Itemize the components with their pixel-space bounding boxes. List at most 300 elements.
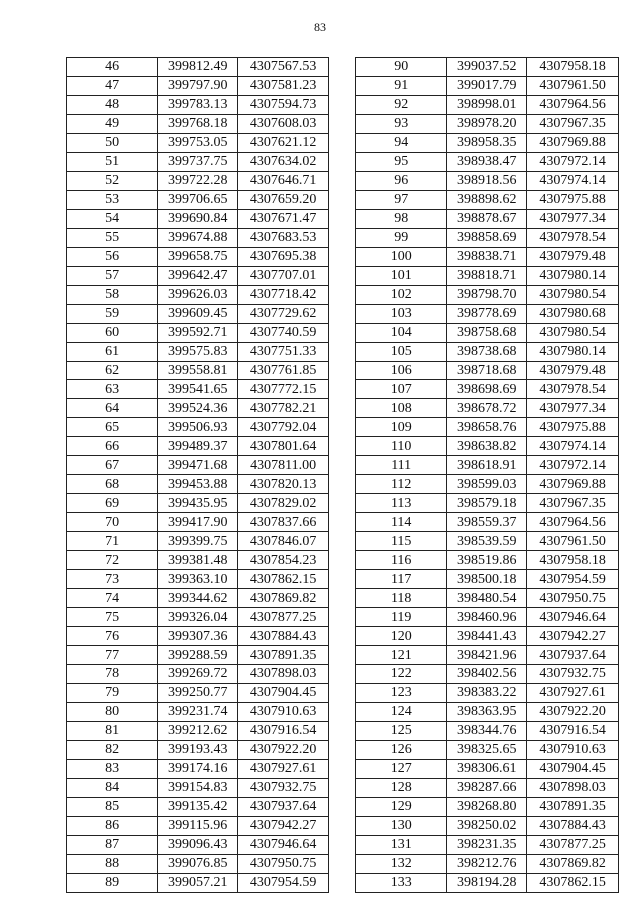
- point-number-cell: 53: [67, 190, 158, 209]
- table-row: [356, 570, 619, 589]
- table-row: [67, 437, 329, 456]
- point-number-cell: 46: [67, 58, 158, 77]
- x-coordinate-cell: 399250.77: [158, 683, 238, 702]
- table-row: [67, 152, 329, 171]
- y-coordinate-cell: 4307958.18: [527, 551, 619, 570]
- point-number-cell: 108: [356, 399, 447, 418]
- x-coordinate-cell: 399658.75: [158, 247, 238, 266]
- x-coordinate-cell: 399231.74: [158, 702, 238, 721]
- point-number-cell: 84: [67, 778, 158, 797]
- table-row: [356, 589, 619, 608]
- x-coordinate-cell: 399706.65: [158, 190, 238, 209]
- y-coordinate-cell: 4307646.71: [238, 171, 329, 190]
- x-coordinate-cell: 398268.80: [447, 797, 527, 816]
- x-coordinate-cell: 399753.05: [158, 133, 238, 152]
- point-number-cell: 68: [67, 475, 158, 494]
- table-row: [67, 570, 329, 589]
- y-coordinate-cell: 4307927.61: [527, 683, 619, 702]
- point-number-cell: 81: [67, 721, 158, 740]
- table-row: [67, 759, 329, 778]
- x-coordinate-cell: 399017.79: [447, 76, 527, 95]
- point-number-cell: 92: [356, 95, 447, 114]
- point-number-cell: 50: [67, 133, 158, 152]
- point-number-cell: 124: [356, 702, 447, 721]
- table-row: [356, 646, 619, 665]
- table-row: [67, 456, 329, 475]
- x-coordinate-cell: 399471.68: [158, 456, 238, 475]
- point-number-cell: 107: [356, 380, 447, 399]
- x-coordinate-cell: 399541.65: [158, 380, 238, 399]
- y-coordinate-cell: 4307761.85: [238, 361, 329, 380]
- y-coordinate-cell: 4307961.50: [527, 76, 619, 95]
- point-number-cell: 60: [67, 323, 158, 342]
- coordinates-table-right: [355, 57, 619, 893]
- y-coordinate-cell: 4307969.88: [527, 475, 619, 494]
- x-coordinate-cell: 398383.22: [447, 683, 527, 702]
- x-coordinate-cell: 399722.28: [158, 171, 238, 190]
- point-number-cell: 79: [67, 683, 158, 702]
- table-row: [67, 646, 329, 665]
- y-coordinate-cell: 4307961.50: [527, 532, 619, 551]
- table-row: [356, 133, 619, 152]
- point-number-cell: 49: [67, 114, 158, 133]
- y-coordinate-cell: 4307877.25: [527, 835, 619, 854]
- y-coordinate-cell: 4307922.20: [527, 702, 619, 721]
- x-coordinate-cell: 399768.18: [158, 114, 238, 133]
- x-coordinate-cell: 398938.47: [447, 152, 527, 171]
- x-coordinate-cell: 399135.42: [158, 797, 238, 816]
- x-coordinate-cell: 398599.03: [447, 475, 527, 494]
- point-number-cell: 96: [356, 171, 447, 190]
- point-number-cell: 100: [356, 247, 447, 266]
- table-row: [67, 228, 329, 247]
- y-coordinate-cell: 4307927.61: [238, 759, 329, 778]
- x-coordinate-cell: 398421.96: [447, 646, 527, 665]
- y-coordinate-cell: 4307967.35: [527, 114, 619, 133]
- table-row: [356, 58, 619, 77]
- table-row: [356, 816, 619, 835]
- table-row: [67, 190, 329, 209]
- table-row: [67, 95, 329, 114]
- x-coordinate-cell: 399326.04: [158, 608, 238, 627]
- y-coordinate-cell: 4307954.59: [238, 873, 329, 892]
- y-coordinate-cell: 4307898.03: [527, 778, 619, 797]
- y-coordinate-cell: 4307846.07: [238, 532, 329, 551]
- y-coordinate-cell: 4307869.82: [238, 589, 329, 608]
- y-coordinate-cell: 4307916.54: [238, 721, 329, 740]
- point-number-cell: 127: [356, 759, 447, 778]
- y-coordinate-cell: 4307608.03: [238, 114, 329, 133]
- y-coordinate-cell: 4307862.15: [238, 570, 329, 589]
- table-row: [356, 835, 619, 854]
- table-row: [67, 209, 329, 228]
- point-number-cell: 70: [67, 513, 158, 532]
- table-row: [67, 589, 329, 608]
- y-coordinate-cell: 4307567.53: [238, 58, 329, 77]
- y-coordinate-cell: 4307898.03: [238, 665, 329, 684]
- x-coordinate-cell: 398698.69: [447, 380, 527, 399]
- page-number: 83: [314, 20, 326, 34]
- y-coordinate-cell: 4307801.64: [238, 437, 329, 456]
- y-coordinate-cell: 4307581.23: [238, 76, 329, 95]
- x-coordinate-cell: 398658.76: [447, 418, 527, 437]
- table-row: [356, 152, 619, 171]
- table-row: [67, 778, 329, 797]
- y-coordinate-cell: 4307974.14: [527, 437, 619, 456]
- y-coordinate-cell: 4307975.88: [527, 190, 619, 209]
- x-coordinate-cell: 398638.82: [447, 437, 527, 456]
- y-coordinate-cell: 4307740.59: [238, 323, 329, 342]
- point-number-cell: 102: [356, 285, 447, 304]
- point-number-cell: 133: [356, 873, 447, 892]
- point-number-cell: 55: [67, 228, 158, 247]
- y-coordinate-cell: 4307904.45: [527, 759, 619, 778]
- x-coordinate-cell: 398838.71: [447, 247, 527, 266]
- point-number-cell: 73: [67, 570, 158, 589]
- table-row: [356, 95, 619, 114]
- point-number-cell: 57: [67, 266, 158, 285]
- table-row: [356, 797, 619, 816]
- y-coordinate-cell: 4307751.33: [238, 342, 329, 361]
- table-row: [356, 551, 619, 570]
- y-coordinate-cell: 4307718.42: [238, 285, 329, 304]
- table-row: [67, 816, 329, 835]
- x-coordinate-cell: 398325.65: [447, 740, 527, 759]
- x-coordinate-cell: 399558.81: [158, 361, 238, 380]
- x-coordinate-cell: 398306.61: [447, 759, 527, 778]
- point-number-cell: 63: [67, 380, 158, 399]
- table-row: [67, 399, 329, 418]
- x-coordinate-cell: 398878.67: [447, 209, 527, 228]
- table-row: [356, 190, 619, 209]
- x-coordinate-cell: 398559.37: [447, 513, 527, 532]
- point-number-cell: 99: [356, 228, 447, 247]
- point-number-cell: 114: [356, 513, 447, 532]
- point-number-cell: 47: [67, 76, 158, 95]
- y-coordinate-cell: 4307820.13: [238, 475, 329, 494]
- x-coordinate-cell: 398480.54: [447, 589, 527, 608]
- table-row: [356, 304, 619, 323]
- table-row: [67, 608, 329, 627]
- table-row: [67, 665, 329, 684]
- table-row: [356, 361, 619, 380]
- point-number-cell: 125: [356, 721, 447, 740]
- table-row: [356, 854, 619, 873]
- table-row: [356, 721, 619, 740]
- point-number-cell: 58: [67, 285, 158, 304]
- point-number-cell: 117: [356, 570, 447, 589]
- y-coordinate-cell: 4307977.34: [527, 209, 619, 228]
- x-coordinate-cell: 398958.35: [447, 133, 527, 152]
- point-number-cell: 106: [356, 361, 447, 380]
- y-coordinate-cell: 4307950.75: [527, 589, 619, 608]
- point-number-cell: 91: [356, 76, 447, 95]
- y-coordinate-cell: 4307916.54: [527, 721, 619, 740]
- point-number-cell: 98: [356, 209, 447, 228]
- point-number-cell: 76: [67, 627, 158, 646]
- table-row: [356, 608, 619, 627]
- x-coordinate-cell: 399453.88: [158, 475, 238, 494]
- y-coordinate-cell: 4307910.63: [238, 702, 329, 721]
- table-row: [67, 797, 329, 816]
- x-coordinate-cell: 398231.35: [447, 835, 527, 854]
- y-coordinate-cell: 4307964.56: [527, 95, 619, 114]
- table-row: [356, 209, 619, 228]
- point-number-cell: 116: [356, 551, 447, 570]
- y-coordinate-cell: 4307621.12: [238, 133, 329, 152]
- point-number-cell: 132: [356, 854, 447, 873]
- table-row: [356, 380, 619, 399]
- x-coordinate-cell: 398978.20: [447, 114, 527, 133]
- table-row: [67, 721, 329, 740]
- x-coordinate-cell: 399307.36: [158, 627, 238, 646]
- y-coordinate-cell: 4307942.27: [238, 816, 329, 835]
- y-coordinate-cell: 4307972.14: [527, 152, 619, 171]
- point-number-cell: 64: [67, 399, 158, 418]
- x-coordinate-cell: 398778.69: [447, 304, 527, 323]
- point-number-cell: 69: [67, 494, 158, 513]
- y-coordinate-cell: 4307967.35: [527, 494, 619, 513]
- y-coordinate-cell: 4307829.02: [238, 494, 329, 513]
- x-coordinate-cell: 399115.96: [158, 816, 238, 835]
- table-row: [356, 778, 619, 797]
- x-coordinate-cell: 399363.10: [158, 570, 238, 589]
- table-row: [356, 228, 619, 247]
- x-coordinate-cell: 399154.83: [158, 778, 238, 797]
- y-coordinate-cell: 4307891.35: [527, 797, 619, 816]
- coordinates-table-left: [66, 57, 329, 893]
- table-row: [356, 702, 619, 721]
- point-number-cell: 118: [356, 589, 447, 608]
- table-row: [67, 266, 329, 285]
- y-coordinate-cell: 4307974.14: [527, 171, 619, 190]
- point-number-cell: 97: [356, 190, 447, 209]
- y-coordinate-cell: 4307937.64: [527, 646, 619, 665]
- x-coordinate-cell: 398500.18: [447, 570, 527, 589]
- table-row: [356, 76, 619, 95]
- table-row: [67, 854, 329, 873]
- y-coordinate-cell: 4307729.62: [238, 304, 329, 323]
- table-row: [356, 266, 619, 285]
- x-coordinate-cell: 399381.48: [158, 551, 238, 570]
- table-row: [67, 873, 329, 892]
- y-coordinate-cell: 4307958.18: [527, 58, 619, 77]
- point-number-cell: 72: [67, 551, 158, 570]
- y-coordinate-cell: 4307594.73: [238, 95, 329, 114]
- x-coordinate-cell: 399096.43: [158, 835, 238, 854]
- point-number-cell: 105: [356, 342, 447, 361]
- x-coordinate-cell: 399524.36: [158, 399, 238, 418]
- table-row: [67, 247, 329, 266]
- x-coordinate-cell: 399174.16: [158, 759, 238, 778]
- table-row: [67, 627, 329, 646]
- x-coordinate-cell: 398363.95: [447, 702, 527, 721]
- x-coordinate-cell: 399783.13: [158, 95, 238, 114]
- table-row: [67, 380, 329, 399]
- x-coordinate-cell: 398344.76: [447, 721, 527, 740]
- table-row: [356, 513, 619, 532]
- x-coordinate-cell: 398287.66: [447, 778, 527, 797]
- y-coordinate-cell: 4307980.54: [527, 285, 619, 304]
- x-coordinate-cell: 398678.72: [447, 399, 527, 418]
- y-coordinate-cell: 4307950.75: [238, 854, 329, 873]
- point-number-cell: 51: [67, 152, 158, 171]
- y-coordinate-cell: 4307772.15: [238, 380, 329, 399]
- y-coordinate-cell: 4307932.75: [527, 665, 619, 684]
- x-coordinate-cell: 398998.01: [447, 95, 527, 114]
- x-coordinate-cell: 399417.90: [158, 513, 238, 532]
- table-row: [356, 494, 619, 513]
- point-number-cell: 89: [67, 873, 158, 892]
- table-row: [356, 247, 619, 266]
- point-number-cell: 62: [67, 361, 158, 380]
- table-row: [356, 171, 619, 190]
- point-number-cell: 80: [67, 702, 158, 721]
- y-coordinate-cell: 4307910.63: [527, 740, 619, 759]
- x-coordinate-cell: 398818.71: [447, 266, 527, 285]
- table-row: [67, 285, 329, 304]
- table-row: [356, 475, 619, 494]
- y-coordinate-cell: 4307862.15: [527, 873, 619, 892]
- table-row: [356, 456, 619, 475]
- x-coordinate-cell: 398738.68: [447, 342, 527, 361]
- point-number-cell: 83: [67, 759, 158, 778]
- point-number-cell: 86: [67, 816, 158, 835]
- table-row: [67, 133, 329, 152]
- table-row: [67, 551, 329, 570]
- point-number-cell: 56: [67, 247, 158, 266]
- y-coordinate-cell: 4307854.23: [238, 551, 329, 570]
- y-coordinate-cell: 4307683.53: [238, 228, 329, 247]
- table-row: [356, 759, 619, 778]
- x-coordinate-cell: 399489.37: [158, 437, 238, 456]
- table-row: [67, 513, 329, 532]
- point-number-cell: 94: [356, 133, 447, 152]
- point-number-cell: 48: [67, 95, 158, 114]
- x-coordinate-cell: 399037.52: [447, 58, 527, 77]
- x-coordinate-cell: 399812.49: [158, 58, 238, 77]
- table-row: [356, 342, 619, 361]
- table-row: [356, 873, 619, 892]
- x-coordinate-cell: 398402.56: [447, 665, 527, 684]
- x-coordinate-cell: 399737.75: [158, 152, 238, 171]
- x-coordinate-cell: 399506.93: [158, 418, 238, 437]
- y-coordinate-cell: 4307975.88: [527, 418, 619, 437]
- y-coordinate-cell: 4307979.48: [527, 247, 619, 266]
- y-coordinate-cell: 4307792.04: [238, 418, 329, 437]
- point-number-cell: 128: [356, 778, 447, 797]
- table-row: [356, 114, 619, 133]
- point-number-cell: 90: [356, 58, 447, 77]
- y-coordinate-cell: 4307979.48: [527, 361, 619, 380]
- x-coordinate-cell: 398579.18: [447, 494, 527, 513]
- table-row: [67, 58, 329, 77]
- x-coordinate-cell: 398539.59: [447, 532, 527, 551]
- y-coordinate-cell: 4307980.68: [527, 304, 619, 323]
- point-number-cell: 119: [356, 608, 447, 627]
- x-coordinate-cell: 399193.43: [158, 740, 238, 759]
- point-number-cell: 112: [356, 475, 447, 494]
- table-row: [356, 437, 619, 456]
- x-coordinate-cell: 398858.69: [447, 228, 527, 247]
- table-row: [356, 532, 619, 551]
- y-coordinate-cell: 4307980.54: [527, 323, 619, 342]
- x-coordinate-cell: 399435.95: [158, 494, 238, 513]
- table-row: [67, 475, 329, 494]
- y-coordinate-cell: 4307782.21: [238, 399, 329, 418]
- table-row: [67, 702, 329, 721]
- point-number-cell: 88: [67, 854, 158, 873]
- table-row: [67, 361, 329, 380]
- table-row: [67, 76, 329, 95]
- point-number-cell: 110: [356, 437, 447, 456]
- table-row: [67, 740, 329, 759]
- y-coordinate-cell: 4307884.43: [238, 627, 329, 646]
- point-number-cell: 77: [67, 646, 158, 665]
- table-row: [67, 114, 329, 133]
- table-row: [67, 171, 329, 190]
- y-coordinate-cell: 4307837.66: [238, 513, 329, 532]
- point-number-cell: 130: [356, 816, 447, 835]
- y-coordinate-cell: 4307937.64: [238, 797, 329, 816]
- x-coordinate-cell: 398918.56: [447, 171, 527, 190]
- point-number-cell: 75: [67, 608, 158, 627]
- x-coordinate-cell: 399690.84: [158, 209, 238, 228]
- point-number-cell: 111: [356, 456, 447, 475]
- x-coordinate-cell: 398212.76: [447, 854, 527, 873]
- y-coordinate-cell: 4307869.82: [527, 854, 619, 873]
- point-number-cell: 59: [67, 304, 158, 323]
- x-coordinate-cell: 399076.85: [158, 854, 238, 873]
- y-coordinate-cell: 4307904.45: [238, 683, 329, 702]
- point-number-cell: 120: [356, 627, 447, 646]
- x-coordinate-cell: 399212.62: [158, 721, 238, 740]
- point-number-cell: 95: [356, 152, 447, 171]
- x-coordinate-cell: 398460.96: [447, 608, 527, 627]
- point-number-cell: 113: [356, 494, 447, 513]
- point-number-cell: 52: [67, 171, 158, 190]
- x-coordinate-cell: 399344.62: [158, 589, 238, 608]
- table-row: [67, 418, 329, 437]
- x-coordinate-cell: 398250.02: [447, 816, 527, 835]
- x-coordinate-cell: 398898.62: [447, 190, 527, 209]
- y-coordinate-cell: 4307695.38: [238, 247, 329, 266]
- point-number-cell: 54: [67, 209, 158, 228]
- table-row: [67, 835, 329, 854]
- point-number-cell: 126: [356, 740, 447, 759]
- point-number-cell: 78: [67, 665, 158, 684]
- table-row: [356, 323, 619, 342]
- y-coordinate-cell: 4307946.64: [238, 835, 329, 854]
- point-number-cell: 65: [67, 418, 158, 437]
- point-number-cell: 61: [67, 342, 158, 361]
- y-coordinate-cell: 4307932.75: [238, 778, 329, 797]
- y-coordinate-cell: 4307942.27: [527, 627, 619, 646]
- table-row: [356, 418, 619, 437]
- table-row: [356, 740, 619, 759]
- point-number-cell: 123: [356, 683, 447, 702]
- y-coordinate-cell: 4307980.14: [527, 342, 619, 361]
- point-number-cell: 67: [67, 456, 158, 475]
- y-coordinate-cell: 4307946.64: [527, 608, 619, 627]
- x-coordinate-cell: 399399.75: [158, 532, 238, 551]
- point-number-cell: 101: [356, 266, 447, 285]
- table-row: [67, 532, 329, 551]
- x-coordinate-cell: 399057.21: [158, 873, 238, 892]
- y-coordinate-cell: 4307969.88: [527, 133, 619, 152]
- point-number-cell: 109: [356, 418, 447, 437]
- point-number-cell: 87: [67, 835, 158, 854]
